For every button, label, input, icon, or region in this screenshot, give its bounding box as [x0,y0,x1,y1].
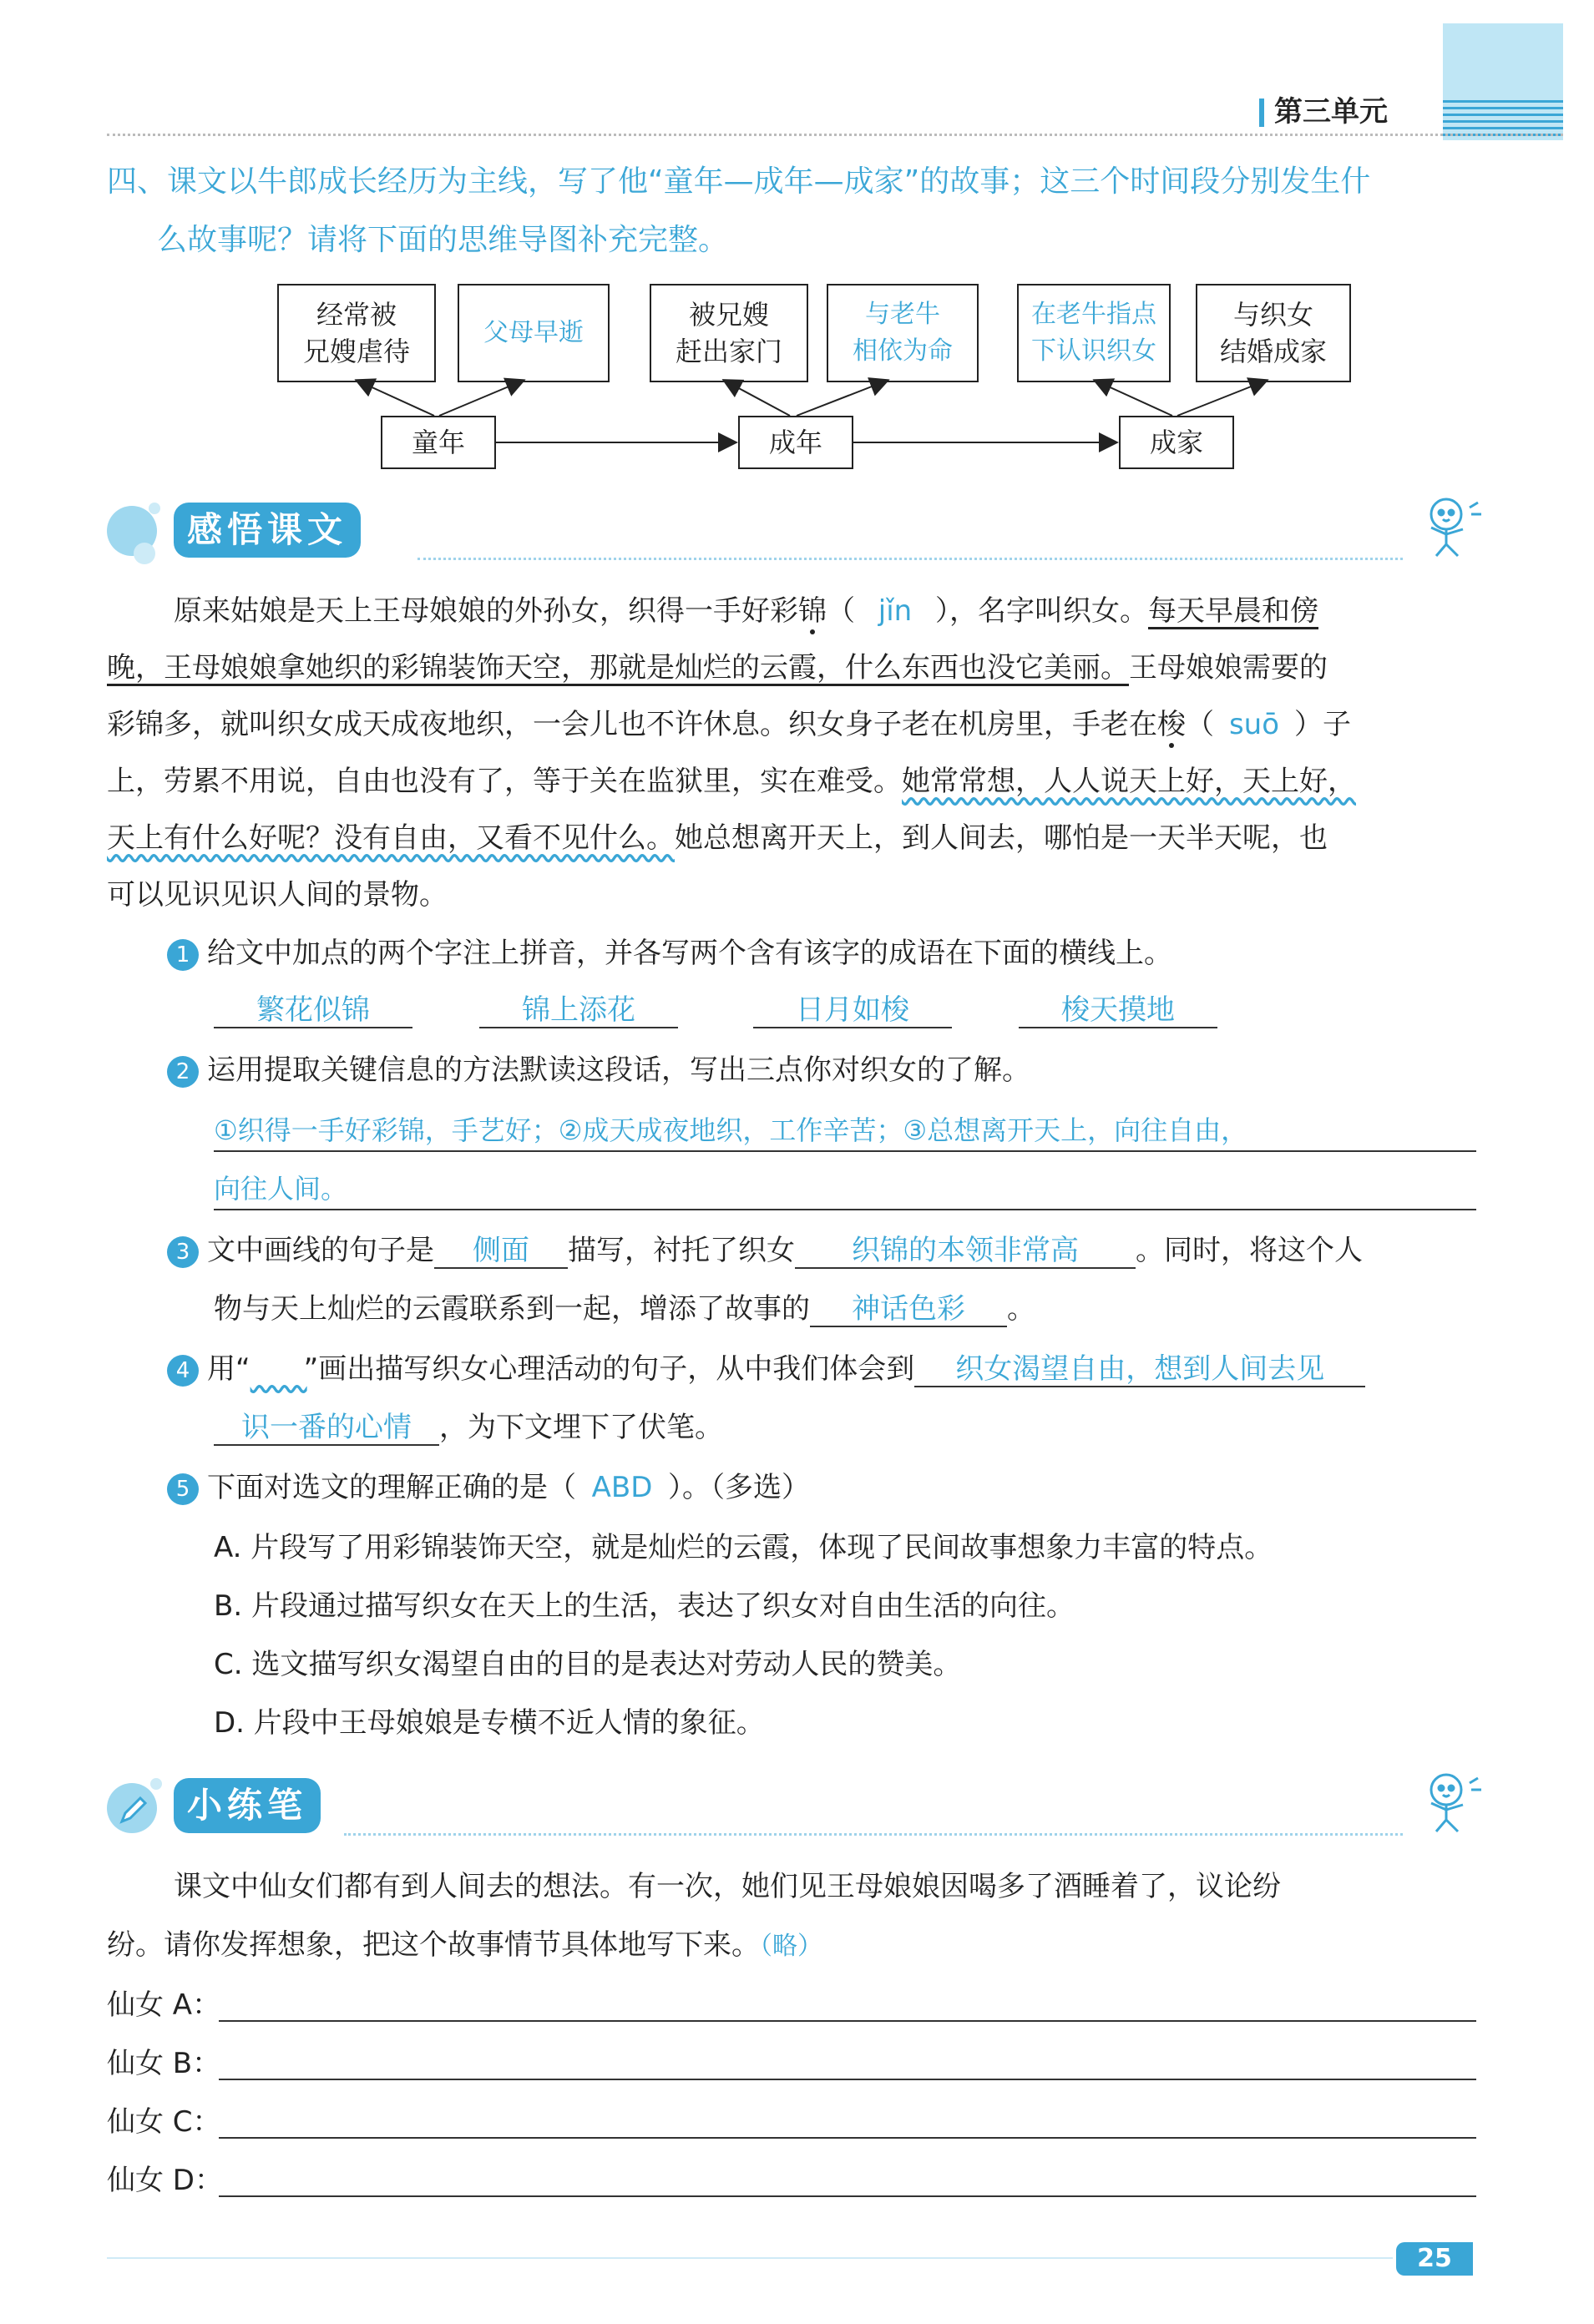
question-2: 2 运用提取关键信息的方法默读这段话，写出三点你对织女的了解。 [167,1053,1030,1088]
pencil-icon [115,1791,152,1828]
q4-line1: 四、课文以牛郎成长经历为主线，写了他“童年—成年—成家”的故事；这三个时间段分别发生什 [107,164,1371,199]
q1-answers: 繁花似锦 锦上添花 日月如梭 梭天摸地 [214,993,1217,1028]
q4-line2: 么故事呢？请将下面的思维导图补充完整。 [157,223,729,257]
stage-family: 成家 [1119,416,1234,469]
section2-dotted-rule [344,1833,1403,1838]
question-1: 1 给文中加点的两个字注上拼音，并各写两个含有该字的成语在下面的横线上。 [167,937,1172,971]
passage-line-3: 彩锦多，就叫织女成天成夜地织，一会儿也不许休息。织女身子老在机房里，手老在梭（ suō ）子 [107,708,1351,741]
section2-bubble-dot [150,1778,162,1790]
page-number: 25 [1396,2242,1473,2276]
mindmap-box-2: 父母早逝 [458,284,610,382]
question-5: 5 下面对选文的理解正确的是（ ABD ）。（多选） [167,1471,810,1505]
q5-option-b: B. 片段通过描写织女在天上的生活，表达了织女对自由生活的向往。 [214,1589,1075,1623]
practice-label-b: 仙女 B： [107,2047,221,2080]
practice-line-2: 纷。请你发挥想象，把这个故事情节具体地写下来。（略） [107,1928,822,1962]
passage-line-6: 可以见识见识人间的景物。 [107,878,448,912]
q2-answer-line-1: ①织得一手好彩锦，手艺好；②成天成夜地织，工作辛苦；③总想离开天上，向往自由， [214,1114,1248,1146]
q5-option-d: D. 片段中王母娘娘是专横不近人情的象征。 [214,1706,765,1740]
q2-answer-rule-2 [214,1209,1476,1210]
section2-title: 小练笔 [174,1778,321,1833]
question-4-cont: 识一番的心情 ，为下文埋下了伏笔。 [214,1411,723,1446]
question-3-cont: 物与天上灿烂的云霞联系到一起，增添了故事的 神话色彩 。 [214,1292,1035,1326]
practice-answer-line-d[interactable] [219,2195,1476,2197]
passage-line-2: 晚，王母娘娘拿她织的彩锦装饰天空，那就是灿烂的云霞，什么东西也没它美丽。王母娘娘需要的 [107,651,1328,685]
practice-line-1: 课文中仙女们都有到人间去的想法。有一次，她们见王母娘娘因喝多了酒睡着了，议论纷 [174,1870,1281,1903]
mindmap-connectors [0,0,1594,518]
section1-title: 感悟课文 [174,503,361,558]
question-3: 3 文中画线的句子是 侧面 描写，衬托了织女 织锦的本领非常高 。同时，将这个人 [167,1234,1363,1269]
footer-rule [107,2257,1393,2259]
question-number: 1 [167,939,199,971]
passage-line-4: 上，劳累不用说，自由也没有了，等于关在监狱里，实在难受。她常常想，人人说天上好，天上好， [107,765,1356,798]
section1-dotted-rule [417,558,1403,563]
question-4: 4 用“ ”画出描写织女心理活动的句子，从中我们体会到 织女渴望自由，想到人间去见 [167,1352,1365,1387]
question-number: 5 [167,1473,199,1505]
stage-adulthood: 成年 [738,416,853,469]
mindmap-box-6: 与织女 结婚成家 [1196,284,1351,382]
practice-answer-line-a[interactable] [219,2020,1476,2022]
mindmap-box-3: 被兄嫂 赶出家门 [650,284,808,382]
passage-line-1: 原来姑娘是天上王母娘娘的外孙女，织得一手好彩锦（ jǐn ），名字叫织女。每天早晨和傍 [174,594,1318,628]
reading-mascot-icon [1411,493,1486,559]
practice-label-a: 仙女 A： [107,1988,221,2022]
q5-option-c: C. 选文描写织女渴望自由的目的是表达对劳动人民的赞美。 [214,1648,962,1681]
practice-answer-line-c[interactable] [219,2137,1476,2139]
q2-answer-line-2: 向往人间。 [214,1173,348,1205]
practice-label-c: 仙女 C： [107,2105,221,2139]
practice-label-d: 仙女 D： [107,2164,223,2197]
question-number: 3 [167,1236,199,1268]
mindmap-box-1: 经常被 兄嫂虐待 [277,284,436,382]
q2-answer-rule-1 [214,1150,1476,1152]
question-number: 2 [167,1056,199,1088]
question-number: 4 [167,1355,199,1387]
q5-option-a: A. 片段写了用彩锦装饰天空，就是灿烂的云霞，体现了民间故事想象力丰富的特点。 [214,1531,1273,1564]
practice-answer-line-b[interactable] [219,2079,1476,2080]
unit-title: 第三单元 [1274,95,1388,129]
section1-bubble-dot [149,503,160,514]
mindmap-box-4: 与老牛 相依为命 [827,284,979,382]
section1-bubble-small [134,543,155,564]
writing-mascot-icon [1411,1768,1486,1835]
passage-line-5: 天上有什么好呢？没有自由，又看不见什么。她总想离开天上，到人间去，哪怕是一天半天呢，也 [107,821,1328,855]
stage-childhood: 童年 [381,416,496,469]
mindmap-box-5: 在老牛指点 下认识织女 [1017,284,1171,382]
